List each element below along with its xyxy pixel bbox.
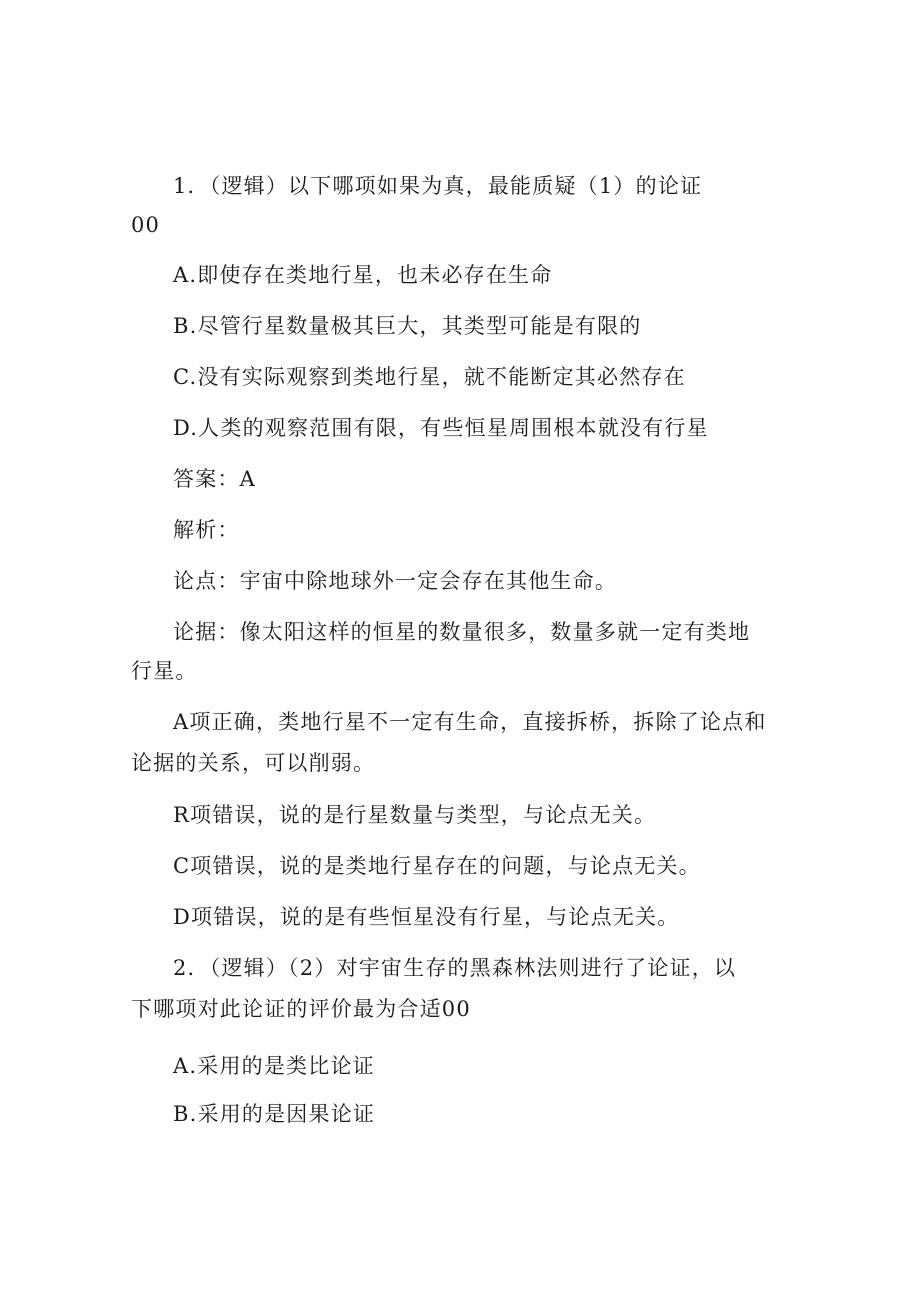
q1-explain-a-line2: 论据的关系，可以削弱。 [131,751,376,775]
q2-stem-line2: 下哪项对此论证的评价最为合适00 [131,997,471,1021]
q1-option-d: D.人类的观察范围有限，有些恒星周围根本就没有行星 [173,416,709,440]
q1-option-c: C.没有实际观察到类地行星，就不能断定其必然存在 [173,365,686,389]
q1-analysis-label: 解析： [173,518,240,542]
q1-explain-d: D项错误，说的是有些恒星没有行星，与论点无关。 [173,905,680,929]
q1-answer: 答案：A [173,467,256,491]
q1-explain-b: R项错误，说的是行星数量与类型，与论点无关。 [173,803,657,827]
q2-option-a: A.采用的是类比论证 [173,1054,375,1078]
q1-stem-line2: 00 [131,213,161,237]
q1-option-a: A.即使存在类地行星，也未必存在生命 [173,263,553,287]
q1-thesis: 论点：宇宙中除地球外一定会存在其他生命。 [173,569,617,593]
q1-explain-c: C项错误，说的是类地行星存在的问题，与论点无关。 [173,854,701,878]
q1-explain-a-line1: A项正确，类地行星不一定有生命，直接拆桥，拆除了论点和 [173,710,767,734]
q1-evidence-line2: 行星。 [131,659,198,683]
q1-option-b: B.尽管行星数量极其巨大，其类型可能是有限的 [173,314,642,338]
q2-stem-line1: 2．（逻辑）（2）对宇宙生存的黑森林法则进行了论证，以 [173,956,737,980]
q1-stem-line1: 1．（逻辑）以下哪项如果为真，最能质疑（1）的论证 [173,174,703,198]
q2-option-b: B.采用的是因果论证 [173,1102,376,1126]
q1-evidence-line1: 论据：像太阳这样的恒星的数量很多，数量多就一定有类地 [173,620,751,644]
